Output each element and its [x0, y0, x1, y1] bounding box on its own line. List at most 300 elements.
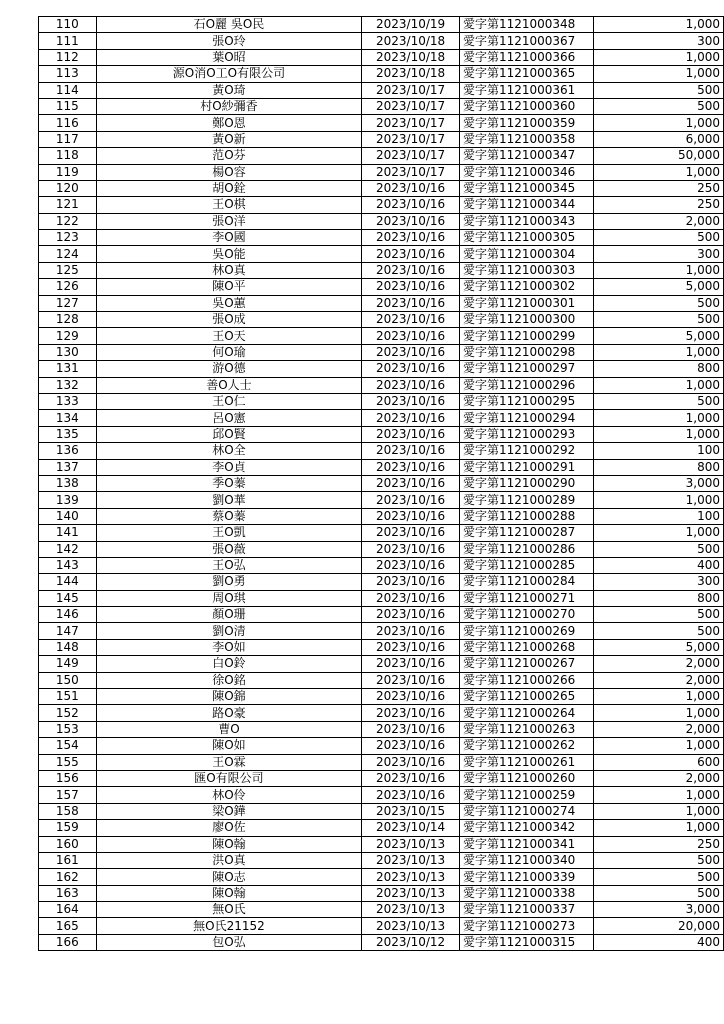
- donor-name: 陳O翰: [96, 836, 361, 852]
- donor-name: 季O蓁: [96, 475, 361, 491]
- receipt-number: 愛字第1121000344: [459, 197, 593, 213]
- row-number: 126: [39, 279, 97, 295]
- table-row: [39, 17, 724, 33]
- donor-name: 善O人士: [96, 377, 361, 393]
- table-row: [39, 393, 724, 409]
- donor-name: 胡O銓: [96, 180, 361, 196]
- table-row: [39, 574, 724, 590]
- table-row: [39, 787, 724, 803]
- table-row: [39, 754, 724, 770]
- donor-name: 陳O翰: [96, 885, 361, 901]
- donation-date: 2023/10/16: [362, 770, 460, 786]
- donation-date: 2023/10/16: [362, 590, 460, 606]
- donor-name: 鄭O恩: [96, 115, 361, 131]
- receipt-number: 愛字第1121000338: [459, 885, 593, 901]
- donation-date: 2023/10/17: [362, 115, 460, 131]
- donation-amount: 1,000: [593, 820, 723, 836]
- row-number: 130: [39, 344, 97, 360]
- donation-amount: 1,000: [593, 344, 723, 360]
- donation-date: 2023/10/16: [362, 426, 460, 442]
- receipt-number: 愛字第1121000267: [459, 656, 593, 672]
- row-number: 112: [39, 49, 97, 65]
- donation-amount: 3,000: [593, 902, 723, 918]
- receipt-number: 愛字第1121000358: [459, 131, 593, 147]
- donor-name: 石O麗 吳O民: [96, 17, 361, 33]
- row-number: 155: [39, 754, 97, 770]
- receipt-number: 愛字第1121000305: [459, 230, 593, 246]
- donation-amount: 2,000: [593, 721, 723, 737]
- row-number: 140: [39, 508, 97, 524]
- donation-date: 2023/10/13: [362, 902, 460, 918]
- donation-date: 2023/10/17: [362, 148, 460, 164]
- table-row: [39, 98, 724, 114]
- donation-date: 2023/10/13: [362, 918, 460, 934]
- row-number: 151: [39, 689, 97, 705]
- row-number: 120: [39, 180, 97, 196]
- donation-date: 2023/10/16: [362, 508, 460, 524]
- table-row: [39, 689, 724, 705]
- donation-amount: 500: [593, 869, 723, 885]
- donor-name: 王O凱: [96, 525, 361, 541]
- donation-amount: 2,000: [593, 770, 723, 786]
- receipt-number: 愛字第1121000359: [459, 115, 593, 131]
- donation-amount: 400: [593, 934, 723, 950]
- donation-date: 2023/10/16: [362, 262, 460, 278]
- table-row: [39, 541, 724, 557]
- donor-name: 無O氏21152: [96, 918, 361, 934]
- row-number: 145: [39, 590, 97, 606]
- row-number: 165: [39, 918, 97, 934]
- receipt-number: 愛字第1121000339: [459, 869, 593, 885]
- donation-amount: 1,000: [593, 115, 723, 131]
- donation-date: 2023/10/16: [362, 344, 460, 360]
- row-number: 139: [39, 492, 97, 508]
- donor-name: 周O琪: [96, 590, 361, 606]
- row-number: 158: [39, 803, 97, 819]
- donor-name: 張O成: [96, 312, 361, 328]
- donation-date: 2023/10/17: [362, 164, 460, 180]
- row-number: 146: [39, 607, 97, 623]
- donation-date: 2023/10/16: [362, 492, 460, 508]
- donor-name: 劉O清: [96, 623, 361, 639]
- donation-date: 2023/10/16: [362, 689, 460, 705]
- donation-date: 2023/10/16: [362, 213, 460, 229]
- donor-name: 呂O憲: [96, 410, 361, 426]
- table-row: [39, 902, 724, 918]
- donation-date: 2023/10/16: [362, 361, 460, 377]
- donation-amount: 500: [593, 541, 723, 557]
- donation-date: 2023/10/16: [362, 656, 460, 672]
- row-number: 157: [39, 787, 97, 803]
- donation-date: 2023/10/16: [362, 541, 460, 557]
- receipt-number: 愛字第1121000296: [459, 377, 593, 393]
- receipt-number: 愛字第1121000304: [459, 246, 593, 262]
- receipt-number: 愛字第1121000342: [459, 820, 593, 836]
- donation-date: 2023/10/16: [362, 672, 460, 688]
- table-row: [39, 197, 724, 213]
- row-number: 156: [39, 770, 97, 786]
- donation-date: 2023/10/13: [362, 836, 460, 852]
- donation-amount: 300: [593, 574, 723, 590]
- donor-name: 無O氏: [96, 902, 361, 918]
- table-row: [39, 49, 724, 65]
- donation-date: 2023/10/16: [362, 230, 460, 246]
- donation-date: 2023/10/16: [362, 197, 460, 213]
- receipt-number: 愛字第1121000285: [459, 557, 593, 573]
- donor-name: 顏O珊: [96, 607, 361, 623]
- receipt-number: 愛字第1121000262: [459, 738, 593, 754]
- donation-date: 2023/10/16: [362, 705, 460, 721]
- donation-amount: 500: [593, 230, 723, 246]
- table-row: [39, 66, 724, 82]
- row-number: 150: [39, 672, 97, 688]
- receipt-number: 愛字第1121000347: [459, 148, 593, 164]
- row-number: 162: [39, 869, 97, 885]
- receipt-number: 愛字第1121000302: [459, 279, 593, 295]
- table-row: [39, 885, 724, 901]
- donation-table-body: [39, 17, 724, 951]
- table-row: [39, 770, 724, 786]
- receipt-number: 愛字第1121000361: [459, 82, 593, 98]
- donation-date: 2023/10/16: [362, 328, 460, 344]
- row-number: 132: [39, 377, 97, 393]
- donation-date: 2023/10/16: [362, 459, 460, 475]
- receipt-number: 愛字第1121000266: [459, 672, 593, 688]
- donation-date: 2023/10/13: [362, 852, 460, 868]
- row-number: 149: [39, 656, 97, 672]
- donor-name: 黃O新: [96, 131, 361, 147]
- donor-name: 吳O能: [96, 246, 361, 262]
- donor-name: 匯O有限公司: [96, 770, 361, 786]
- donation-date: 2023/10/16: [362, 574, 460, 590]
- table-row: [39, 803, 724, 819]
- donation-date: 2023/10/18: [362, 66, 460, 82]
- donation-amount: 1,000: [593, 492, 723, 508]
- donor-name: 邱O賢: [96, 426, 361, 442]
- donation-amount: 500: [593, 82, 723, 98]
- receipt-number: 愛字第1121000297: [459, 361, 593, 377]
- donation-amount: 100: [593, 508, 723, 524]
- donation-amount: 1,000: [593, 525, 723, 541]
- donation-amount: 2,000: [593, 656, 723, 672]
- donation-amount: 500: [593, 852, 723, 868]
- donation-table: [38, 16, 724, 951]
- donation-amount: 1,000: [593, 689, 723, 705]
- receipt-number: 愛字第1121000341: [459, 836, 593, 852]
- row-number: 148: [39, 639, 97, 655]
- row-number: 135: [39, 426, 97, 442]
- donor-name: 葉O昭: [96, 49, 361, 65]
- donation-date: 2023/10/16: [362, 475, 460, 491]
- donation-date: 2023/10/16: [362, 607, 460, 623]
- donor-name: 廖O佐: [96, 820, 361, 836]
- row-number: 147: [39, 623, 97, 639]
- receipt-number: 愛字第1121000298: [459, 344, 593, 360]
- receipt-number: 愛字第1121000360: [459, 98, 593, 114]
- donor-name: 村O紗彌香: [96, 98, 361, 114]
- donation-date: 2023/10/14: [362, 820, 460, 836]
- row-number: 129: [39, 328, 97, 344]
- donation-amount: 1,000: [593, 410, 723, 426]
- receipt-number: 愛字第1121000261: [459, 754, 593, 770]
- table-row: [39, 426, 724, 442]
- donation-amount: 1,000: [593, 705, 723, 721]
- donation-amount: 300: [593, 246, 723, 262]
- donation-date: 2023/10/16: [362, 377, 460, 393]
- receipt-number: 愛字第1121000274: [459, 803, 593, 819]
- donation-date: 2023/10/16: [362, 738, 460, 754]
- row-number: 152: [39, 705, 97, 721]
- table-row: [39, 639, 724, 655]
- row-number: 153: [39, 721, 97, 737]
- row-number: 127: [39, 295, 97, 311]
- donation-date: 2023/10/12: [362, 934, 460, 950]
- donor-name: 洪O真: [96, 852, 361, 868]
- receipt-number: 愛字第1121000268: [459, 639, 593, 655]
- row-number: 117: [39, 131, 97, 147]
- donation-amount: 800: [593, 590, 723, 606]
- donation-amount: 5,000: [593, 279, 723, 295]
- receipt-number: 愛字第1121000303: [459, 262, 593, 278]
- table-row: [39, 820, 724, 836]
- donor-name: 李O國: [96, 230, 361, 246]
- donation-amount: 300: [593, 33, 723, 49]
- row-number: 163: [39, 885, 97, 901]
- row-number: 154: [39, 738, 97, 754]
- donation-amount: 1,000: [593, 66, 723, 82]
- receipt-number: 愛字第1121000340: [459, 852, 593, 868]
- table-row: [39, 525, 724, 541]
- donation-amount: 500: [593, 98, 723, 114]
- receipt-number: 愛字第1121000263: [459, 721, 593, 737]
- donation-amount: 250: [593, 180, 723, 196]
- row-number: 122: [39, 213, 97, 229]
- row-number: 159: [39, 820, 97, 836]
- donation-amount: 1,000: [593, 49, 723, 65]
- donor-name: 張O玲: [96, 33, 361, 49]
- table-row: [39, 492, 724, 508]
- donation-date: 2023/10/17: [362, 98, 460, 114]
- donation-date: 2023/10/16: [362, 393, 460, 409]
- donor-name: 蔡O蓁: [96, 508, 361, 524]
- donor-name: 林O真: [96, 262, 361, 278]
- donation-amount: 500: [593, 607, 723, 623]
- donor-name: 王O仁: [96, 393, 361, 409]
- row-number: 121: [39, 197, 97, 213]
- receipt-number: 愛字第1121000295: [459, 393, 593, 409]
- table-row: [39, 672, 724, 688]
- table-row: [39, 131, 724, 147]
- table-row: [39, 279, 724, 295]
- donor-name: 張O薇: [96, 541, 361, 557]
- table-row: [39, 148, 724, 164]
- donation-amount: 500: [593, 295, 723, 311]
- table-row: [39, 410, 724, 426]
- table-row: [39, 721, 724, 737]
- donation-amount: 6,000: [593, 131, 723, 147]
- donation-date: 2023/10/17: [362, 131, 460, 147]
- row-number: 136: [39, 443, 97, 459]
- table-row: [39, 557, 724, 573]
- donation-amount: 600: [593, 754, 723, 770]
- receipt-number: 愛字第1121000270: [459, 607, 593, 623]
- donation-amount: 2,000: [593, 213, 723, 229]
- row-number: 128: [39, 312, 97, 328]
- donation-amount: 5,000: [593, 328, 723, 344]
- donor-name: 曹O: [96, 721, 361, 737]
- table-row: [39, 869, 724, 885]
- donation-amount: 1,000: [593, 17, 723, 33]
- donor-name: 李O如: [96, 639, 361, 655]
- donation-amount: 800: [593, 459, 723, 475]
- row-number: 131: [39, 361, 97, 377]
- table-row: [39, 607, 724, 623]
- row-number: 115: [39, 98, 97, 114]
- row-number: 160: [39, 836, 97, 852]
- donation-date: 2023/10/13: [362, 869, 460, 885]
- receipt-number: 愛字第1121000288: [459, 508, 593, 524]
- donation-amount: 500: [593, 885, 723, 901]
- donor-name: 林O伶: [96, 787, 361, 803]
- table-row: [39, 33, 724, 49]
- table-row: [39, 656, 724, 672]
- row-number: 125: [39, 262, 97, 278]
- donor-name: 李O貞: [96, 459, 361, 475]
- donor-name: 劉O勇: [96, 574, 361, 590]
- table-row: [39, 164, 724, 180]
- table-row: [39, 377, 724, 393]
- donation-amount: 1,000: [593, 164, 723, 180]
- receipt-number: 愛字第1121000343: [459, 213, 593, 229]
- row-number: 166: [39, 934, 97, 950]
- receipt-number: 愛字第1121000337: [459, 902, 593, 918]
- table-row: [39, 180, 724, 196]
- receipt-number: 愛字第1121000294: [459, 410, 593, 426]
- donation-date: 2023/10/16: [362, 246, 460, 262]
- donation-amount: 2,000: [593, 672, 723, 688]
- donor-name: 陳O志: [96, 869, 361, 885]
- receipt-number: 愛字第1121000284: [459, 574, 593, 590]
- receipt-number: 愛字第1121000289: [459, 492, 593, 508]
- donation-amount: 50,000: [593, 148, 723, 164]
- row-number: 113: [39, 66, 97, 82]
- table-row: [39, 262, 724, 278]
- table-row: [39, 918, 724, 934]
- table-row: [39, 344, 724, 360]
- donation-date: 2023/10/16: [362, 312, 460, 328]
- table-row: [39, 508, 724, 524]
- donation-amount: 250: [593, 836, 723, 852]
- donation-date: 2023/10/16: [362, 623, 460, 639]
- receipt-number: 愛字第1121000301: [459, 295, 593, 311]
- row-number: 116: [39, 115, 97, 131]
- donation-date: 2023/10/16: [362, 410, 460, 426]
- receipt-number: 愛字第1121000366: [459, 49, 593, 65]
- donation-date: 2023/10/16: [362, 180, 460, 196]
- table-row: [39, 852, 724, 868]
- donation-amount: 5,000: [593, 639, 723, 655]
- donation-date: 2023/10/16: [362, 443, 460, 459]
- donation-date: 2023/10/18: [362, 33, 460, 49]
- table-row: [39, 246, 724, 262]
- row-number: 114: [39, 82, 97, 98]
- receipt-number: 愛字第1121000367: [459, 33, 593, 49]
- donation-date: 2023/10/15: [362, 803, 460, 819]
- table-row: [39, 312, 724, 328]
- receipt-number: 愛字第1121000273: [459, 918, 593, 934]
- row-number: 142: [39, 541, 97, 557]
- row-number: 134: [39, 410, 97, 426]
- receipt-number: 愛字第1121000292: [459, 443, 593, 459]
- receipt-number: 愛字第1121000346: [459, 164, 593, 180]
- table-row: [39, 443, 724, 459]
- donor-name: 黃O琦: [96, 82, 361, 98]
- table-row: [39, 82, 724, 98]
- receipt-number: 愛字第1121000287: [459, 525, 593, 541]
- table-row: [39, 934, 724, 950]
- donation-amount: 3,000: [593, 475, 723, 491]
- table-row: [39, 475, 724, 491]
- table-row: [39, 328, 724, 344]
- row-number: 138: [39, 475, 97, 491]
- donation-date: 2023/10/16: [362, 754, 460, 770]
- donation-date: 2023/10/19: [362, 17, 460, 33]
- receipt-number: 愛字第1121000264: [459, 705, 593, 721]
- row-number: 111: [39, 33, 97, 49]
- donation-date: 2023/10/16: [362, 279, 460, 295]
- row-number: 118: [39, 148, 97, 164]
- donor-name: 游O德: [96, 361, 361, 377]
- receipt-number: 愛字第1121000259: [459, 787, 593, 803]
- donation-date: 2023/10/17: [362, 82, 460, 98]
- receipt-number: 愛字第1121000345: [459, 180, 593, 196]
- receipt-number: 愛字第1121000348: [459, 17, 593, 33]
- receipt-number: 愛字第1121000271: [459, 590, 593, 606]
- donor-name: 陳O平: [96, 279, 361, 295]
- table-row: [39, 623, 724, 639]
- donation-amount: 1,000: [593, 738, 723, 754]
- receipt-number: 愛字第1121000315: [459, 934, 593, 950]
- donation-amount: 1,000: [593, 377, 723, 393]
- donation-date: 2023/10/18: [362, 49, 460, 65]
- table-row: [39, 361, 724, 377]
- donation-date: 2023/10/16: [362, 721, 460, 737]
- donor-name: 王O弘: [96, 557, 361, 573]
- row-number: 143: [39, 557, 97, 573]
- table-row: [39, 213, 724, 229]
- donation-date: 2023/10/13: [362, 885, 460, 901]
- table-row: [39, 115, 724, 131]
- donor-name: 王O棋: [96, 197, 361, 213]
- donor-name: 陳O錦: [96, 689, 361, 705]
- row-number: 119: [39, 164, 97, 180]
- donation-amount: 500: [593, 623, 723, 639]
- donation-amount: 1,000: [593, 803, 723, 819]
- donation-date: 2023/10/16: [362, 787, 460, 803]
- table-row: [39, 836, 724, 852]
- row-number: 124: [39, 246, 97, 262]
- receipt-number: 愛字第1121000265: [459, 689, 593, 705]
- table-row: [39, 295, 724, 311]
- receipt-number: 愛字第1121000269: [459, 623, 593, 639]
- table-row: [39, 705, 724, 721]
- receipt-number: 愛字第1121000260: [459, 770, 593, 786]
- donor-name: 林O全: [96, 443, 361, 459]
- table-row: [39, 738, 724, 754]
- donation-date: 2023/10/16: [362, 295, 460, 311]
- row-number: 137: [39, 459, 97, 475]
- donor-name: 吳O蕙: [96, 295, 361, 311]
